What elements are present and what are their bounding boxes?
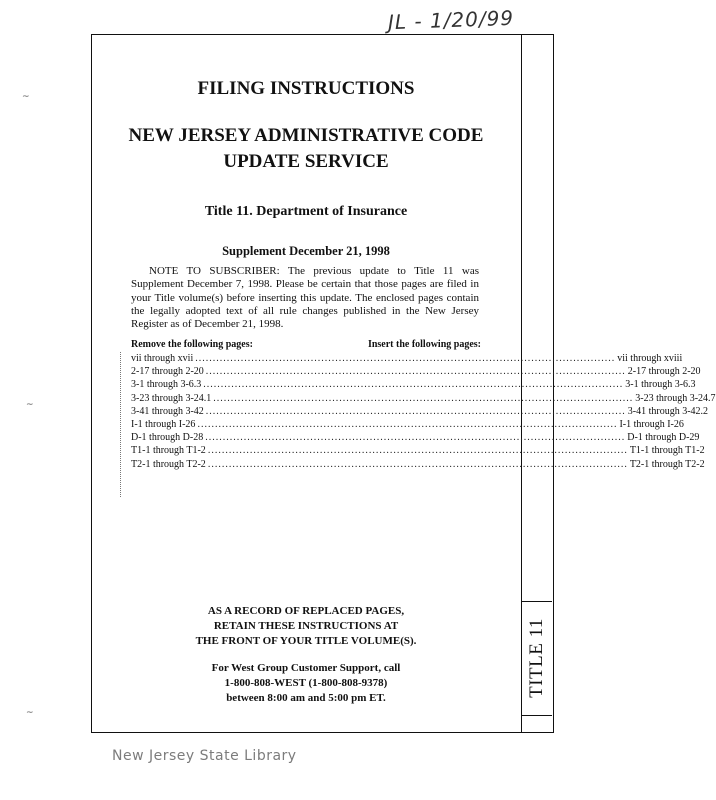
remove-pages-header: Remove the following pages: [131, 339, 253, 350]
leader-dots: ........................................................................................................................ [195, 353, 616, 364]
margin-mark: ~ [26, 708, 34, 718]
remove-pages: T2-1 through T2-2 [131, 458, 206, 470]
record-line: RETAIN THESE INSTRUCTIONS AT [213, 620, 399, 632]
remove-pages: I-1 through I-26 [131, 418, 196, 430]
leader-dots: ........................................................................................................................ [205, 405, 626, 417]
leader-dots: ........................................................................................................................ [207, 458, 628, 470]
code-title [91, 123, 521, 175]
leader-dots: ........................................................................................................................ [203, 379, 624, 391]
customer-support-info [91, 661, 521, 706]
handwritten-date-note: JL - 1/20/99 [387, 5, 515, 35]
table-row [131, 431, 700, 444]
insert-pages: D-1 through D-29 [627, 432, 700, 444]
leader-dots: ........................................................................................................................ [205, 432, 626, 444]
table-row [131, 365, 701, 378]
margin-mark: ~ [22, 92, 30, 102]
insert-pages: 2-17 through 2-20 [627, 366, 701, 378]
leader-dots: ........................................................................................................................ [207, 445, 628, 457]
record-line: THE FRONT OF YOUR TITLE VOLUME(S). [195, 635, 417, 647]
insert-pages: vii through xviii [617, 353, 683, 364]
page-title: FILING INSTRUCTIONS [197, 78, 415, 99]
table-row [131, 418, 684, 431]
margin-mark: ~ [26, 400, 34, 410]
remove-pages: 3-23 through 3-24.1 [131, 392, 212, 404]
supplement-date: Supplement December 21, 1998 [222, 244, 390, 258]
insert-pages: T2-1 through T2-2 [629, 458, 705, 470]
library-stamp: New Jersey State Library [112, 748, 297, 764]
insert-pages: I-1 through I-26 [619, 418, 684, 430]
record-line: AS A RECORD OF REPLACED PAGES, [207, 605, 405, 617]
insert-pages: 3-41 through 3-42.2 [627, 405, 709, 417]
insert-pages: T1-1 through T1-2 [629, 445, 705, 457]
insert-pages: 3-23 through 3-24.7 [635, 392, 716, 404]
table-row [131, 392, 716, 405]
handwritten-bracket [120, 352, 127, 497]
support-line: For West Group Customer Support, call [211, 662, 401, 674]
insert-pages: 3-1 through 3-6.3 [625, 379, 696, 391]
insert-pages-header: Insert the following pages: [367, 339, 481, 350]
remove-pages: 3-1 through 3-6.3 [131, 379, 202, 391]
leader-dots: ........................................................................................................................ [197, 418, 618, 430]
leader-dots: ........................................................................................................................ [205, 366, 626, 378]
support-hours: between 8:00 am and 5:00 pm ET. [226, 692, 386, 704]
note-to-subscriber: NOTE TO SUBSCRIBER: The previous update to Title 11 was Supplement December 7, 1998. Please be certain that those pages are filed in your Title volume(s) before inserting this update. The enclosed pages contain the legally adopted text of all rule changes published in the New Jersey Register as of December 21, 1998. [131, 265, 479, 331]
support-phone: 1-800-808-WEST (1-800-808-9378) [224, 677, 388, 689]
pages-table-header [131, 339, 481, 350]
pages-table-rows [131, 352, 716, 471]
table-row [131, 378, 696, 391]
code-title-line2: UPDATE SERVICE [223, 151, 389, 172]
table-row [131, 352, 683, 365]
remove-pages: D-1 through D-28 [131, 432, 204, 444]
table-row [131, 405, 709, 418]
remove-pages: vii through xvii [131, 353, 194, 364]
remove-pages: 3-41 through 3-42 [131, 405, 204, 417]
code-title-line1: NEW JERSEY ADMINISTRATIVE CODE [128, 125, 484, 146]
remove-pages: T1-1 through T1-2 [131, 445, 206, 457]
department-heading: Title 11. Department of Insurance [204, 204, 408, 219]
record-instructions [91, 604, 521, 649]
table-row [131, 444, 705, 457]
leader-dots: ........................................................................................................................ [213, 392, 634, 404]
table-row [131, 458, 705, 471]
title-tab-label: TITLE 11 [526, 618, 547, 698]
remove-pages: 2-17 through 2-20 [131, 366, 204, 378]
